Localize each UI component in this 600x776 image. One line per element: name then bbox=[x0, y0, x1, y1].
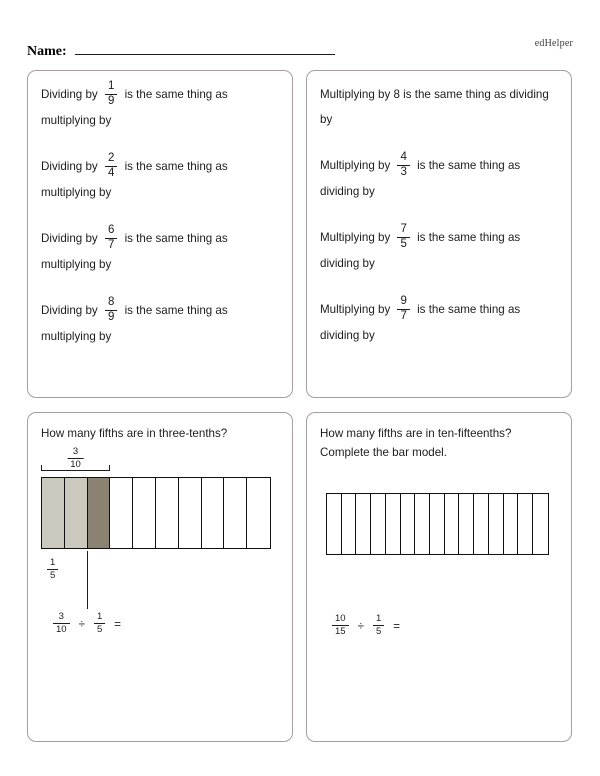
three-tenths-content bbox=[28, 413, 292, 635]
statement-line-2-answer-prompt[interactable]: multiplying by bbox=[41, 330, 112, 343]
statement-mid: is the same thing as bbox=[413, 231, 521, 245]
fraction-denominator: 10 bbox=[67, 458, 84, 470]
statement-line-1 bbox=[320, 82, 558, 107]
statement-line-1 bbox=[41, 82, 279, 108]
statement-lead: Multiplying by bbox=[320, 303, 394, 317]
dividing-statement bbox=[41, 154, 279, 205]
statement-lead: Dividing by bbox=[41, 232, 101, 246]
bar-model-fifteenths[interactable] bbox=[326, 493, 549, 555]
statement-fraction bbox=[105, 225, 117, 251]
fraction-denominator: 5 bbox=[397, 237, 409, 251]
bar-cell-empty[interactable] bbox=[459, 494, 474, 554]
panel-three-tenths-problem bbox=[27, 412, 293, 742]
bar-cell-empty[interactable] bbox=[247, 478, 270, 548]
fraction-denominator: 5 bbox=[94, 623, 105, 635]
bracket-area-left bbox=[41, 446, 271, 471]
panel-dividing-statements bbox=[27, 70, 293, 398]
statement-lead: Multiplying by bbox=[320, 159, 394, 173]
statement-mid: is the same thing as dividing bbox=[399, 88, 549, 101]
fraction-numerator: 6 bbox=[107, 224, 115, 236]
question-ten-fifteenths-line1: How many fifths are in ten-fifteenths? bbox=[320, 427, 512, 440]
statement-line-2-answer-prompt[interactable]: multiplying by bbox=[41, 186, 112, 199]
statement-line-1 bbox=[41, 298, 279, 324]
panel-ten-fifteenths-problem bbox=[306, 412, 572, 742]
ten-fifteenths-division-operator: ÷ bbox=[357, 619, 364, 633]
bar-cell-empty[interactable] bbox=[179, 478, 202, 548]
statement-fraction bbox=[105, 81, 117, 107]
multiplying-statement bbox=[320, 153, 558, 204]
statement-mid: is the same thing as bbox=[121, 160, 228, 174]
bar-cell-empty[interactable] bbox=[518, 494, 533, 554]
multiplying-statement bbox=[320, 225, 558, 276]
fraction-denominator: 10 bbox=[53, 623, 70, 635]
fraction-denominator: 4 bbox=[105, 166, 117, 180]
bracket-fraction-three-tenths bbox=[67, 447, 84, 469]
ten-fifteenths-content bbox=[307, 413, 571, 637]
name-label: Name: bbox=[27, 44, 67, 59]
three-tenths-equals-sign: = bbox=[114, 617, 122, 631]
statement-line-2-answer-prompt[interactable]: multiplying by bbox=[41, 114, 112, 127]
bar-model-tenths[interactable] bbox=[41, 477, 271, 549]
fraction-numerator: 1 bbox=[375, 613, 382, 624]
ten-fifteenths-right-fraction bbox=[373, 614, 384, 636]
bracket-tick-left bbox=[41, 465, 42, 471]
statement-lead: Multiplying by bbox=[320, 88, 394, 101]
fraction-denominator: 9 bbox=[105, 94, 117, 108]
statement-mid: is the same thing as bbox=[413, 303, 521, 317]
ten-fifteenths-left-fraction bbox=[332, 614, 349, 636]
bar-cell-empty[interactable] bbox=[386, 494, 401, 554]
bar-cell-empty[interactable] bbox=[430, 494, 445, 554]
statement-lead: Dividing by bbox=[41, 88, 101, 102]
fraction-numerator: 1 bbox=[107, 80, 115, 92]
statement-whole-number: 8 bbox=[393, 88, 400, 101]
statement-line-2-answer-prompt[interactable]: dividing by bbox=[320, 329, 375, 342]
dividing-statement-list bbox=[28, 71, 292, 349]
fraction-denominator: 5 bbox=[373, 625, 384, 637]
three-tenths-division-operator: ÷ bbox=[78, 617, 85, 631]
fraction-numerator: 8 bbox=[107, 296, 115, 308]
fraction-denominator: 7 bbox=[105, 238, 117, 252]
unit-marker-area bbox=[41, 549, 271, 611]
fraction-denominator: 3 bbox=[397, 165, 409, 179]
fraction-one-fifth bbox=[47, 558, 58, 580]
fraction-denominator: 15 bbox=[332, 625, 349, 637]
statement-lead: Dividing by bbox=[41, 160, 101, 174]
bar-cell-empty[interactable] bbox=[474, 494, 489, 554]
bar-cell-empty[interactable] bbox=[489, 494, 504, 554]
statement-mid: is the same thing as bbox=[121, 88, 228, 102]
question-three-tenths: How many fifths are in three-tenths? bbox=[41, 427, 228, 440]
edhelper-logo: edHelper bbox=[534, 38, 573, 49]
dividing-statement bbox=[41, 298, 279, 349]
bar-cell-empty[interactable] bbox=[202, 478, 225, 548]
fraction-numerator: 9 bbox=[400, 295, 407, 307]
statement-mid: is the same thing as bbox=[121, 232, 228, 246]
three-tenths-left-fraction bbox=[53, 612, 70, 634]
expression-ten-fifteenths-divided[interactable] bbox=[328, 615, 558, 637]
name-field-row bbox=[27, 44, 335, 60]
fraction-numerator: 3 bbox=[72, 446, 79, 457]
statement-fraction bbox=[105, 153, 117, 179]
fraction-denominator: 5 bbox=[47, 569, 58, 581]
bar-cell-empty[interactable] bbox=[133, 478, 156, 548]
ten-fifteenths-equals-sign: = bbox=[393, 619, 401, 633]
unit-tick-line bbox=[87, 551, 88, 609]
fraction-numerator: 3 bbox=[58, 611, 64, 622]
statement-line-2-answer-prompt[interactable]: dividing by bbox=[320, 257, 375, 270]
fraction-denominator: 9 bbox=[105, 310, 117, 324]
bar-cell-shaded-dark[interactable] bbox=[88, 478, 111, 548]
bar-cell-empty[interactable] bbox=[356, 494, 371, 554]
bar-cell-empty[interactable] bbox=[415, 494, 430, 554]
statement-fraction bbox=[105, 297, 117, 323]
statement-line-2-answer-prompt[interactable]: by bbox=[320, 113, 333, 126]
fraction-denominator: 7 bbox=[397, 309, 409, 323]
bar-cell-shaded-light[interactable] bbox=[42, 478, 65, 548]
bar-cell-empty[interactable] bbox=[342, 494, 357, 554]
bar-cell-empty[interactable] bbox=[371, 494, 386, 554]
bracket-tick-right bbox=[109, 465, 110, 471]
statement-mid: is the same thing as bbox=[121, 304, 228, 318]
statement-fraction bbox=[397, 296, 409, 322]
statement-line-2-answer-prompt[interactable]: multiplying by bbox=[41, 258, 112, 271]
statement-mid: is the same thing as bbox=[413, 159, 521, 173]
bracket-line bbox=[41, 470, 110, 471]
bracket-label-three-tenths bbox=[59, 448, 92, 470]
bar-cell-empty[interactable] bbox=[327, 494, 342, 554]
dividing-statement bbox=[41, 226, 279, 277]
bar-cell-empty[interactable] bbox=[224, 478, 247, 548]
multiplying-statement bbox=[320, 82, 558, 132]
statement-line-1 bbox=[320, 225, 558, 251]
fraction-numerator: 2 bbox=[107, 152, 115, 164]
unit-label-one-fifth bbox=[43, 559, 62, 581]
panel-multiplying-statements bbox=[306, 70, 572, 398]
bar-cell-empty[interactable] bbox=[445, 494, 460, 554]
bracket-three-tenths bbox=[41, 446, 110, 471]
bar-cell-empty[interactable] bbox=[401, 494, 416, 554]
expression-three-tenths-divided[interactable] bbox=[49, 613, 279, 635]
dividing-statement bbox=[41, 82, 279, 133]
fraction-numerator: 7 bbox=[400, 223, 407, 235]
page-header bbox=[0, 0, 600, 62]
bar-cell-empty[interactable] bbox=[533, 494, 548, 554]
name-write-line[interactable] bbox=[75, 44, 335, 55]
question-ten-fifteenths-line2: Complete the bar model. bbox=[320, 446, 447, 459]
statement-fraction bbox=[397, 152, 409, 178]
fraction-numerator: 1 bbox=[96, 611, 103, 622]
fraction-numerator: 10 bbox=[335, 613, 346, 624]
bar-cell-shaded-light[interactable] bbox=[65, 478, 88, 548]
multiplying-statement-list bbox=[307, 71, 571, 348]
bar-cell-empty[interactable] bbox=[110, 478, 133, 548]
statement-line-2-answer-prompt[interactable]: dividing by bbox=[320, 185, 375, 198]
bar-cell-empty[interactable] bbox=[504, 494, 519, 554]
bar-cell-empty[interactable] bbox=[156, 478, 179, 548]
statement-fraction bbox=[397, 224, 409, 250]
statement-lead: Dividing by bbox=[41, 304, 101, 318]
three-tenths-right-fraction bbox=[94, 612, 105, 634]
statement-line-1 bbox=[320, 153, 558, 179]
statement-line-1 bbox=[41, 154, 279, 180]
multiplying-statement bbox=[320, 297, 558, 348]
statement-line-1 bbox=[41, 226, 279, 252]
fraction-numerator: 1 bbox=[50, 557, 56, 568]
statement-line-1 bbox=[320, 297, 558, 323]
fraction-numerator: 4 bbox=[400, 151, 407, 163]
statement-lead: Multiplying by bbox=[320, 231, 394, 245]
